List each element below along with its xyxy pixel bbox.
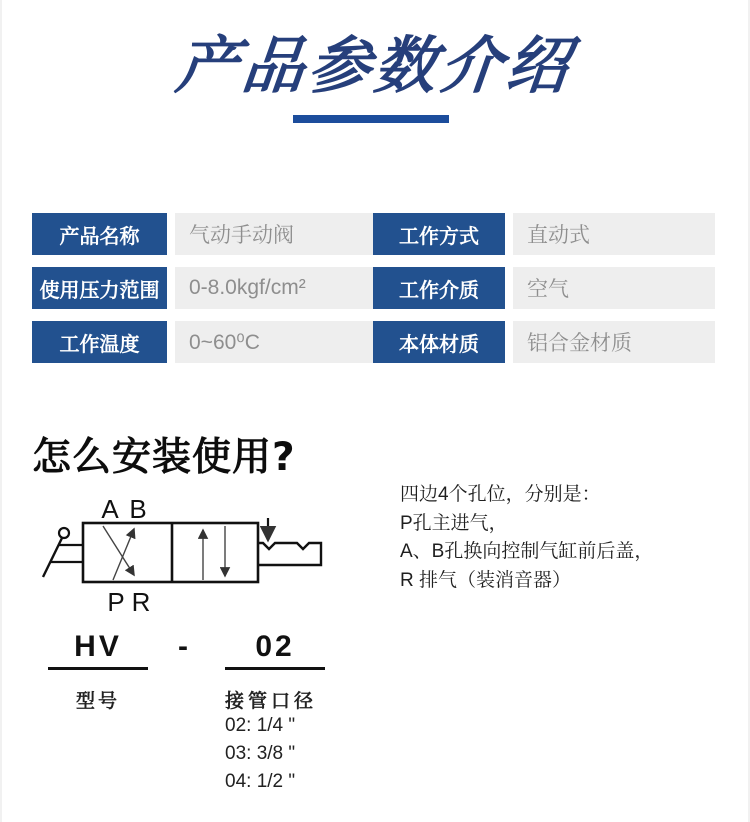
- pipe-size-option: 03: 3/8 ": [225, 743, 296, 764]
- page-title: 产品参数介绍: [172, 29, 577, 102]
- lever-actuator-symbol: [43, 528, 83, 577]
- model-code-size: 02: [255, 630, 295, 663]
- title-underline-bar: [293, 115, 449, 123]
- spec-value-body-material: 铝合金材质: [513, 321, 715, 363]
- spec-label-body-material: 本体材质: [373, 321, 505, 363]
- model-code-prefix: HV: [74, 630, 122, 663]
- page-left-border: [0, 0, 2, 822]
- model-label: 型号: [75, 691, 120, 712]
- port-label-b: B: [129, 494, 147, 524]
- spec-label-pressure-range: 使用压力范围: [32, 267, 167, 309]
- ports-description-line: P孔主进气，: [400, 512, 508, 534]
- spec-value-working-medium: 空气: [513, 267, 715, 309]
- ports-description: [400, 481, 730, 595]
- spec-value-product-name: 气动手动阀: [175, 213, 373, 255]
- detent-mechanism-symbol: [258, 518, 321, 565]
- spec-label-working-temperature: 工作温度: [32, 321, 167, 363]
- spec-value-pressure-range: 0-8.0kgf/cm²: [175, 267, 373, 309]
- spec-label-working-mode: 工作方式: [373, 213, 505, 255]
- valve-schematic-diagram: [30, 488, 330, 623]
- model-code-separator: -: [178, 630, 188, 663]
- valve-body-symbol: [83, 523, 258, 582]
- pipe-size-option: 02: 1/4 ": [225, 715, 296, 736]
- pipe-size-label: 接管口径: [225, 691, 318, 712]
- spec-label-product-name: 产品名称: [32, 213, 167, 255]
- ports-description-line: R 排气（装消音器）: [400, 569, 572, 591]
- pipe-size-options: [225, 712, 295, 796]
- port-label-p: P: [107, 587, 125, 617]
- ports-description-line: A、B孔换向控制气缸前后盖，: [400, 541, 654, 562]
- spec-value-working-temperature: 0~60⁰C: [175, 321, 373, 363]
- spec-label-working-medium: 工作介质: [373, 267, 505, 309]
- install-heading: 怎么安装使用?: [32, 435, 296, 480]
- spec-table: [32, 213, 715, 363]
- model-code-prefix-underline: [48, 667, 148, 670]
- spec-value-working-mode: 直动式: [513, 213, 715, 255]
- model-code-size-underline: [225, 667, 325, 670]
- pipe-size-option: 04: 1/2 ": [225, 771, 296, 792]
- ports-description-line: 四边4个孔位，分别是：: [400, 484, 601, 505]
- port-label-a: A: [101, 494, 119, 524]
- port-label-r: R: [131, 587, 151, 617]
